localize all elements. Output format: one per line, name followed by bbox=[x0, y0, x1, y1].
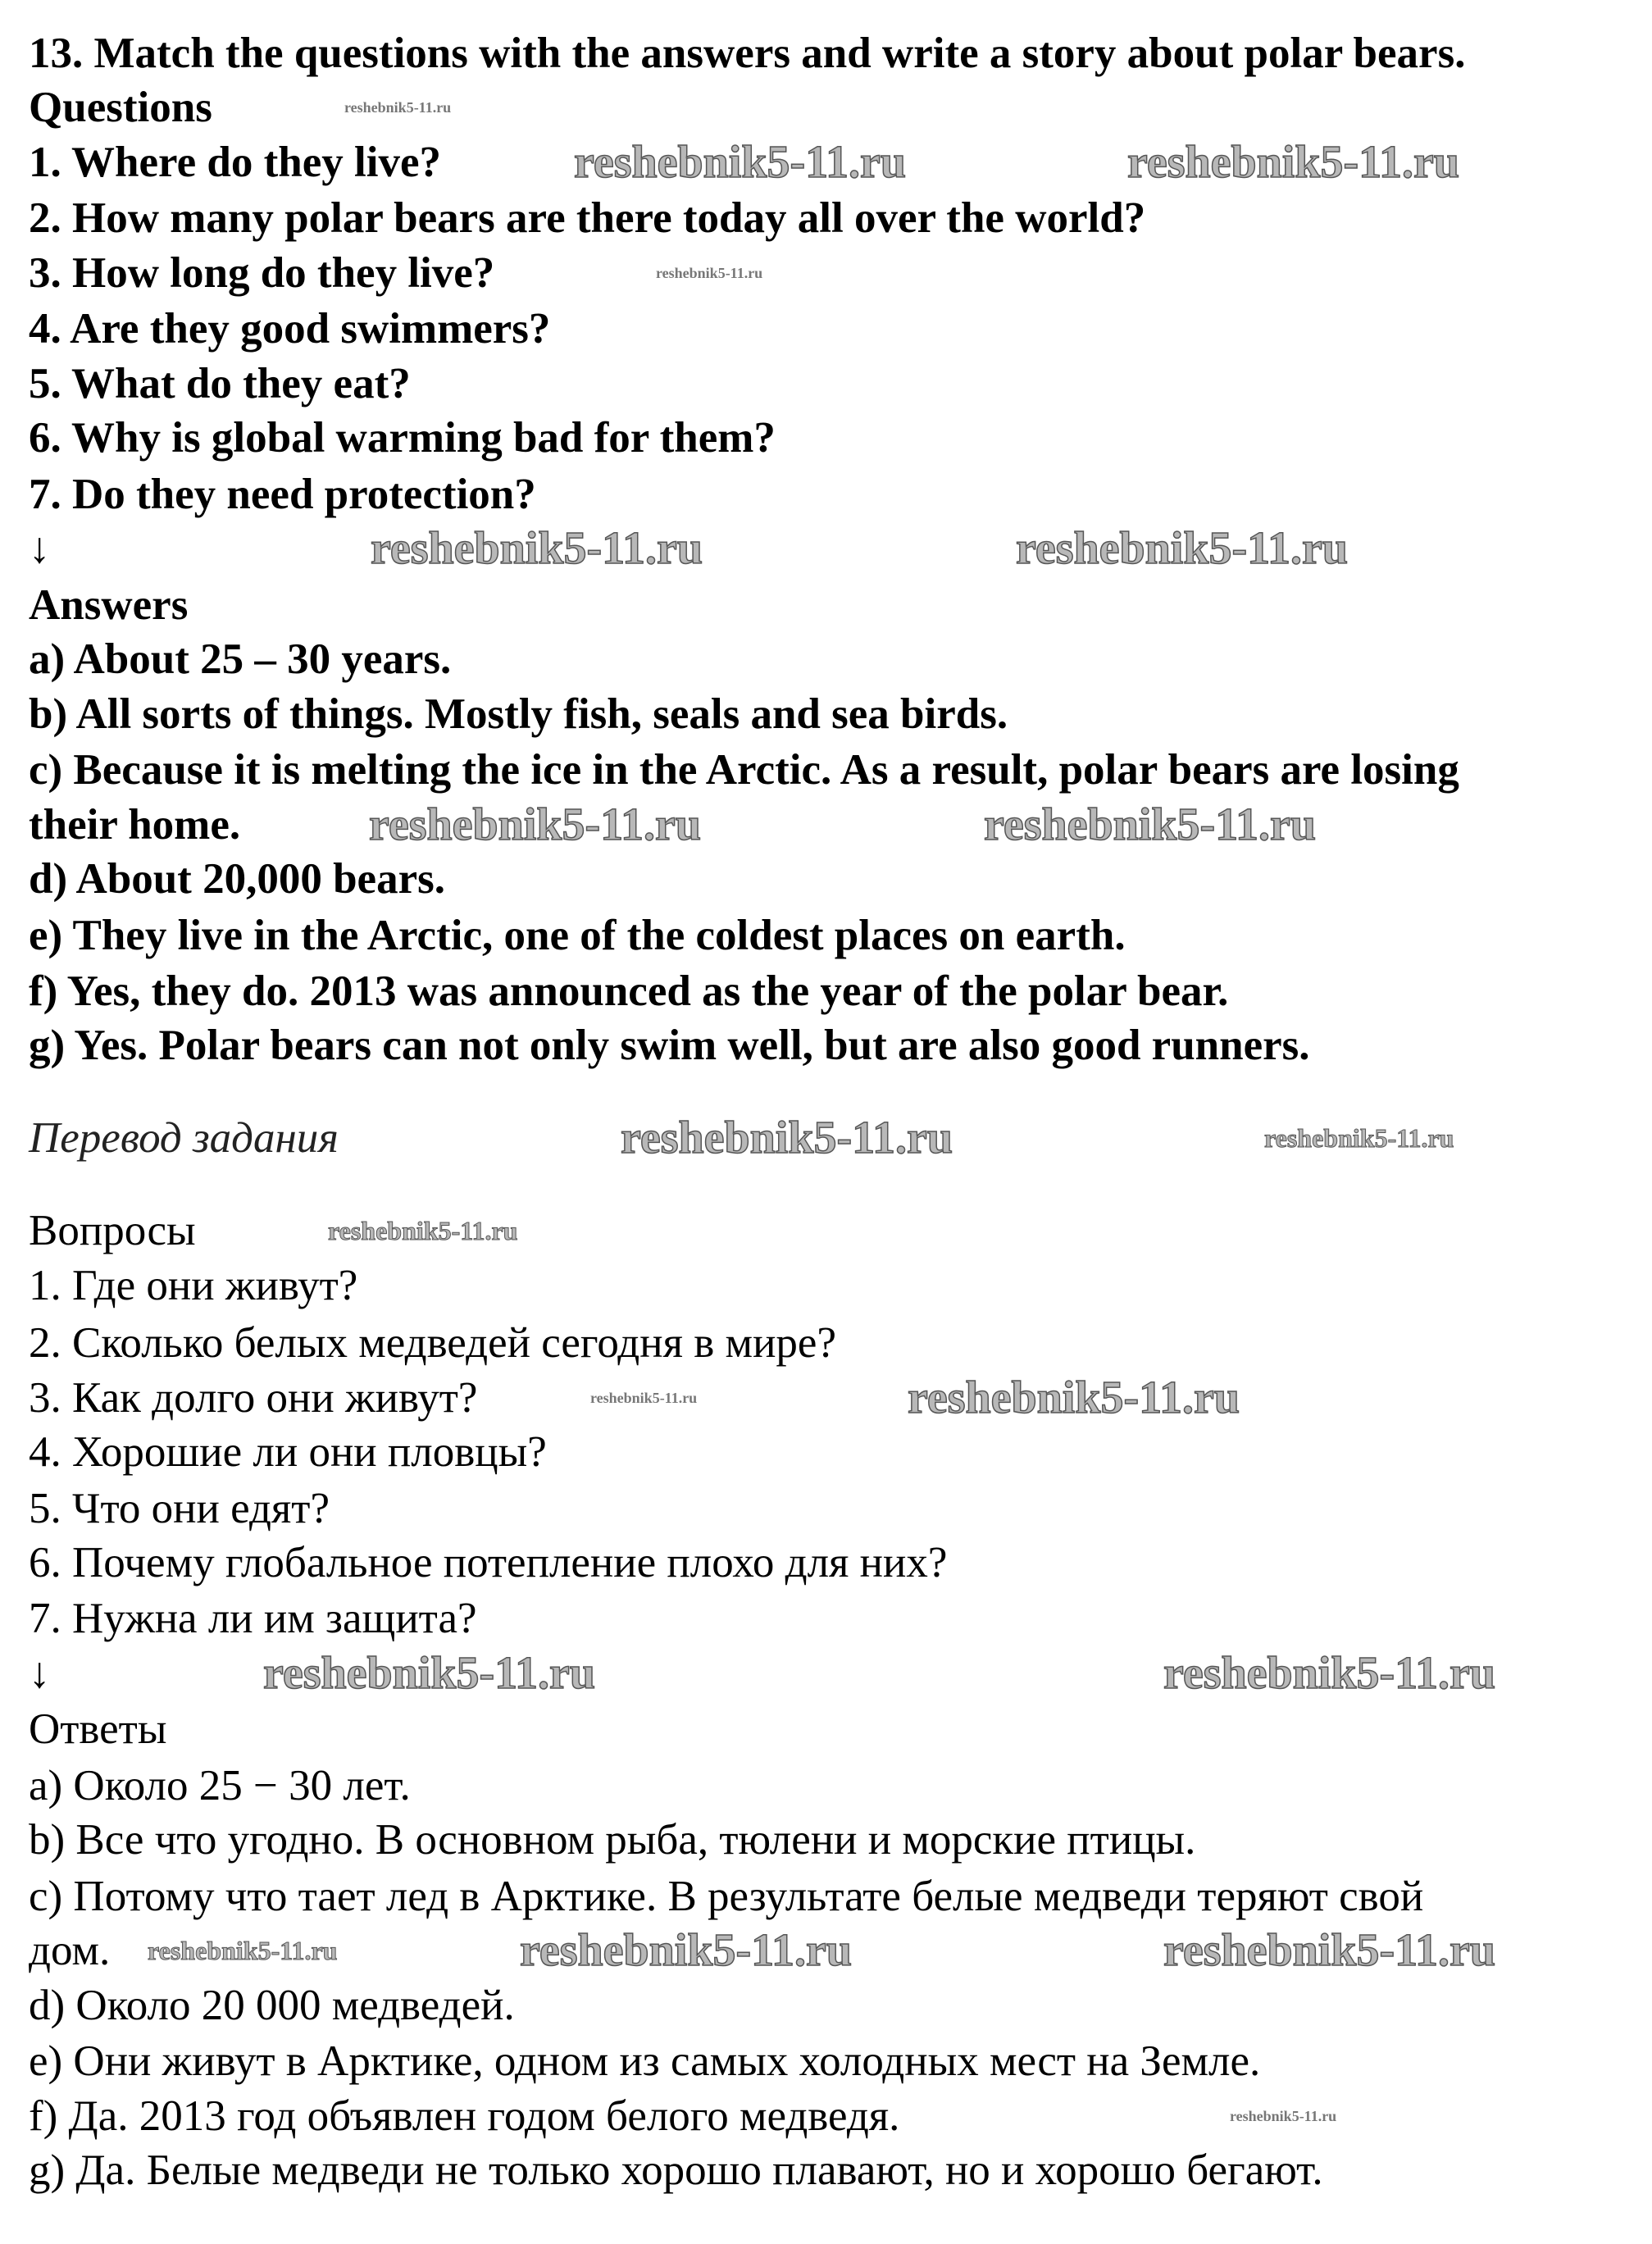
translation-question-item: 3. Как долго они живут? bbox=[29, 1374, 478, 1422]
translation-question-item: 7. Нужна ли им защита? bbox=[29, 1595, 477, 1642]
translation-answers-heading: Ответы bbox=[29, 1705, 167, 1753]
watermark: reshebnik5-11.ru bbox=[344, 99, 452, 116]
translation-question-item: 6. Почему глобальное потепление плохо для них? bbox=[29, 1539, 948, 1586]
translation-answer-item: a) Около 25 − 30 лет. bbox=[29, 1762, 411, 1809]
translation-questions-heading: Вопросы bbox=[29, 1207, 196, 1254]
answer-item: c) Because it is melting the ice in the Arctic. As a result, polar bears are losing bbox=[29, 746, 1459, 794]
watermark: reshebnik5-11.ru bbox=[263, 1648, 596, 1699]
watermark: reshebnik5-11.ru bbox=[520, 1925, 853, 1976]
translation-answer-item: b) Все что угодно. В основном рыба, тюлени и морские птицы. bbox=[29, 1816, 1196, 1864]
translation-answer-item: g) Да. Белые медведи не только хорошо плавают, но и хорошо бегают. bbox=[29, 2146, 1323, 2194]
question-item: 2. How many polar bears are there today all over the world? bbox=[29, 194, 1146, 242]
questions-heading: Questions bbox=[29, 84, 212, 131]
question-item: 6. Why is global warming bad for them? bbox=[29, 414, 776, 462]
translation-answer-item: e) Они живут в Арктике, одном из самых холодных мест на Земле. bbox=[29, 2037, 1261, 2085]
answer-item: e) They live in the Arctic, one of the coldest places on earth. bbox=[29, 912, 1126, 959]
watermark: reshebnik5-11.ru bbox=[1264, 1123, 1454, 1153]
translation-answer-item: c) Потому что тает лед в Арктике. В результате белые медведи теряют свой bbox=[29, 1873, 1424, 1920]
arrow-down-icon: ↓ bbox=[29, 1650, 51, 1697]
question-item: 5. What do they eat? bbox=[29, 360, 411, 407]
watermark: reshebnik5-11.ru bbox=[574, 137, 907, 188]
answer-item: d) About 20,000 bears. bbox=[29, 855, 445, 903]
watermark: reshebnik5-11.ru bbox=[1163, 1648, 1496, 1699]
watermark: reshebnik5-11.ru bbox=[369, 799, 702, 850]
watermark: reshebnik5-11.ru bbox=[1127, 137, 1460, 188]
translation-heading: Перевод задания bbox=[29, 1114, 339, 1162]
question-item: 7. Do they need protection? bbox=[29, 471, 536, 518]
answer-item: b) All sorts of things. Mostly fish, seals and sea birds. bbox=[29, 690, 1008, 738]
watermark: reshebnik5-11.ru bbox=[908, 1372, 1240, 1423]
exercise-title: 13. Match the questions with the answers and write a story about polar bears. bbox=[29, 30, 1466, 77]
translation-question-item: 2. Сколько белых медведей сегодня в мире? bbox=[29, 1319, 836, 1367]
translation-answer-item: d) Около 20 000 медведей. bbox=[29, 1982, 515, 2029]
question-item: 3. How long do they live? bbox=[29, 249, 495, 297]
translation-answer-item: f) Да. 2013 год объявлен годом белого медведя. bbox=[29, 2092, 900, 2140]
question-item: 1. Where do they live? bbox=[29, 139, 441, 186]
watermark: reshebnik5-11.ru bbox=[590, 1390, 698, 1406]
translation-question-item: 1. Где они живут? bbox=[29, 1262, 358, 1309]
translation-question-item: 5. Что они едят? bbox=[29, 1485, 330, 1532]
watermark: reshebnik5-11.ru bbox=[621, 1113, 953, 1163]
answer-item: their home. bbox=[29, 801, 241, 849]
question-item: 4. Are they good swimmers? bbox=[29, 305, 551, 353]
watermark: reshebnik5-11.ru bbox=[328, 1216, 518, 1245]
watermark: reshebnik5-11.ru bbox=[1230, 2108, 1337, 2124]
translation-question-item: 4. Хорошие ли они пловцы? bbox=[29, 1428, 547, 1476]
watermark: reshebnik5-11.ru bbox=[1016, 523, 1349, 574]
arrow-down-icon: ↓ bbox=[29, 525, 51, 572]
watermark: reshebnik5-11.ru bbox=[371, 523, 703, 574]
answers-heading: Answers bbox=[29, 581, 189, 629]
watermark: reshebnik5-11.ru bbox=[984, 799, 1317, 850]
answer-item: g) Yes. Polar bears can not only swim well, but are also good runners. bbox=[29, 1022, 1310, 1069]
translation-answer-item: дом. bbox=[29, 1927, 111, 1974]
watermark: reshebnik5-11.ru bbox=[1163, 1925, 1496, 1976]
answer-item: a) About 25 – 30 years. bbox=[29, 635, 452, 683]
watermark: reshebnik5-11.ru bbox=[148, 1936, 338, 1965]
answer-item: f) Yes, they do. 2013 was announced as the year of the polar bear. bbox=[29, 967, 1229, 1015]
watermark: reshebnik5-11.ru bbox=[656, 265, 763, 281]
